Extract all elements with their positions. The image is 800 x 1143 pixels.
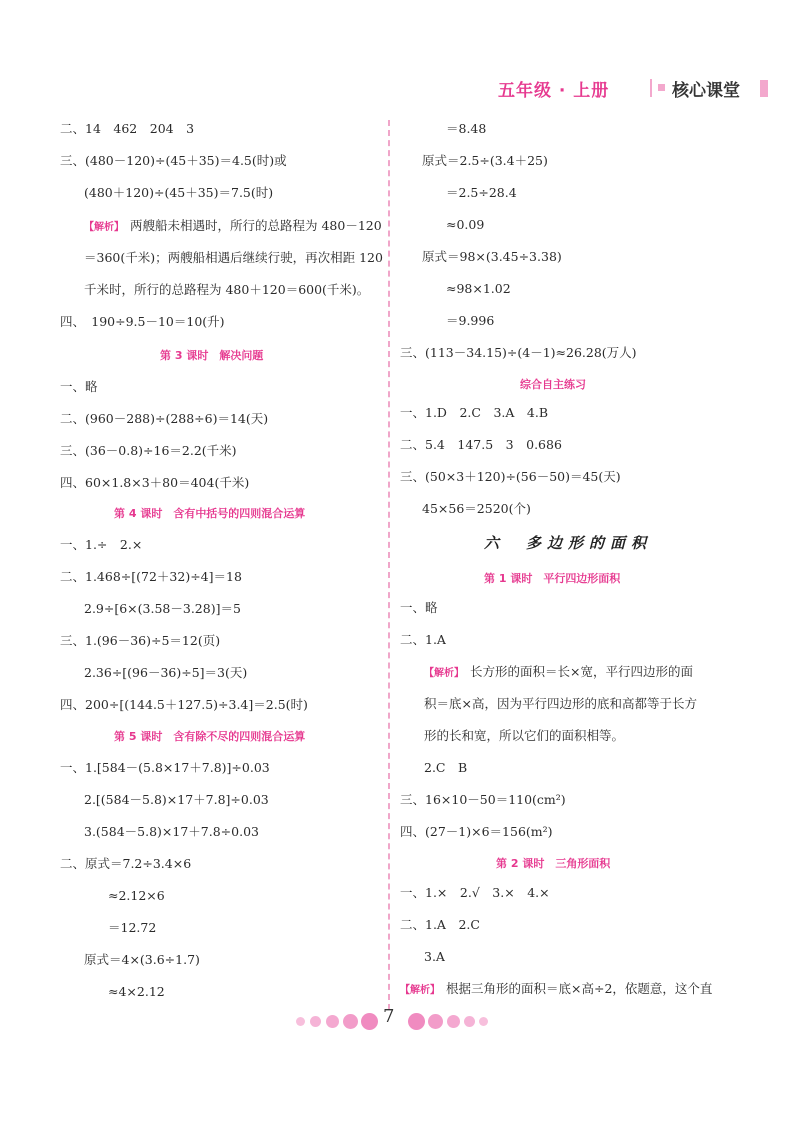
analysis-tag: 【解析】 bbox=[84, 222, 124, 233]
answer-line: 2.C B bbox=[424, 760, 468, 775]
answer-line: ≈98×1.02 bbox=[446, 281, 511, 296]
chapter-title: 六 多边形的面积 bbox=[484, 534, 653, 552]
answer-line: 原式＝2.5÷(3.4＋25) bbox=[422, 153, 548, 168]
page-footer bbox=[0, 1008, 800, 1038]
answer-line: ≈2.12×6 bbox=[108, 888, 165, 903]
answer-line: ≈0.09 bbox=[446, 217, 485, 232]
answer-line: 二、14 462 204 3 bbox=[60, 121, 195, 136]
analysis-tag: 【解析】 bbox=[400, 985, 440, 996]
answer-line: 三、(50×3＋120)÷(56－50)＝45(天) bbox=[400, 469, 621, 484]
answer-line: 二、1.A 2.C bbox=[400, 917, 480, 932]
decorative-dot bbox=[326, 1015, 339, 1028]
analysis-line bbox=[424, 663, 693, 683]
answer-line: 2.[(584－5.8)×17＋7.8]÷0.03 bbox=[84, 792, 269, 807]
answer-line: 四、60×1.8×3＋80＝404(千米) bbox=[60, 475, 250, 490]
header-dot bbox=[658, 84, 665, 91]
decorative-dot bbox=[296, 1017, 305, 1026]
answer-line: 一、1.÷ 2.× bbox=[60, 537, 143, 552]
answer-line: ＝2.5÷28.4 bbox=[446, 185, 517, 200]
answer-line: 3.A bbox=[424, 949, 445, 964]
answer-line: 四、200÷[(144.5＋127.5)÷3.4]＝2.5(时) bbox=[60, 697, 308, 712]
section-heading: 第 5 课时 含有除不尽的四则混合运算 bbox=[114, 730, 306, 743]
page-number: 7 bbox=[383, 1006, 395, 1027]
analysis-line bbox=[84, 217, 382, 237]
answer-line: 一、略 bbox=[400, 600, 438, 615]
decorative-dot bbox=[428, 1014, 443, 1029]
analysis-text: 根据三角形的面积＝底×高÷2，依题意，这个直 bbox=[446, 981, 713, 996]
decorative-dot bbox=[361, 1013, 378, 1030]
answer-line: 一、1.D 2.C 3.A 4.B bbox=[400, 405, 549, 420]
section-heading: 第 1 课时 平行四边形面积 bbox=[484, 572, 621, 585]
answer-line: 原式＝98×(3.45÷3.38) bbox=[422, 249, 562, 264]
answer-line: 二、1.A bbox=[400, 632, 446, 647]
decorative-dot bbox=[447, 1015, 460, 1028]
answer-line: 原式＝4×(3.6÷1.7) bbox=[84, 952, 200, 967]
answer-line: 三、(113－34.15)÷(4－1)≈26.28(万人) bbox=[400, 345, 637, 360]
grade-label: 五年级 · 上册 bbox=[498, 81, 610, 101]
answer-line: 四、(27－1)×6＝156(m²) bbox=[400, 824, 553, 839]
answer-line: 三、16×10－50＝110(cm²) bbox=[400, 792, 566, 807]
decorative-dot bbox=[479, 1017, 488, 1026]
column-divider bbox=[388, 120, 390, 1010]
answer-line: 三、(36－0.8)÷16＝2.2(千米) bbox=[60, 443, 237, 458]
decorative-dot bbox=[343, 1014, 358, 1029]
answer-line: 45×56＝2520(个) bbox=[422, 501, 531, 516]
analysis-text: 两艘船未相遇时，所行的总路程为 480－120 bbox=[130, 218, 382, 233]
answer-line: 2.9÷[6×(3.58－3.28)]＝5 bbox=[84, 601, 241, 616]
analysis-text: 长方形的面积＝长×宽，平行四边形的面 bbox=[470, 664, 693, 679]
answer-line: 三、1.(96－36)÷5＝12(页) bbox=[60, 633, 221, 648]
analysis-line: 积＝底×高，因为平行四边形的底和高都等于长方 bbox=[424, 696, 697, 711]
analysis-line: 千米时，所行的总路程为 480＋120＝600(千米)。 bbox=[84, 282, 370, 297]
answer-line: 三、(480－120)÷(45＋35)＝4.5(时)或 bbox=[60, 153, 287, 168]
analysis-line: 形的长和宽，所以它们的面积相等。 bbox=[424, 728, 625, 743]
decorative-dot bbox=[408, 1013, 425, 1030]
answer-line: ＝12.72 bbox=[108, 920, 157, 935]
section-heading: 第 3 课时 解决问题 bbox=[160, 349, 264, 362]
analysis-line: ＝360(千米)；两艘船相遇后继续行驶，再次相距 120 bbox=[84, 250, 383, 265]
section-heading: 第 2 课时 三角形面积 bbox=[496, 857, 611, 870]
answer-line: 二、5.4 147.5 3 0.686 bbox=[400, 437, 562, 452]
answer-line: 一、略 bbox=[60, 379, 98, 394]
answer-line: 3.(584－5.8)×17＋7.8÷0.03 bbox=[84, 824, 259, 839]
answer-line: 一、1.× 2.√ 3.× 4.× bbox=[400, 885, 550, 900]
decorative-dot bbox=[464, 1016, 475, 1027]
header-separator bbox=[650, 79, 652, 97]
section-heading: 综合自主练习 bbox=[520, 378, 586, 391]
answer-line: 2.36÷[(96－36)÷5]＝3(天) bbox=[84, 665, 248, 680]
answer-line: ≈4×2.12 bbox=[108, 984, 165, 999]
section-heading: 第 4 课时 含有中括号的四则混合运算 bbox=[114, 507, 306, 520]
answer-line: 二、(960－288)÷(288÷6)＝14(天) bbox=[60, 411, 269, 426]
brand-label: 核心课堂 bbox=[672, 81, 740, 101]
answer-line: 四、 190÷9.5－10＝10(升) bbox=[60, 314, 225, 329]
answer-line: 一、1.[584－(5.8×17＋7.8)]÷0.03 bbox=[60, 760, 270, 775]
answer-line: 二、1.468÷[(72＋32)÷4]＝18 bbox=[60, 569, 242, 584]
page-header bbox=[0, 0, 800, 110]
analysis-tag: 【解析】 bbox=[424, 668, 464, 679]
header-bar bbox=[760, 80, 768, 97]
answer-line: 二、原式＝7.2÷3.4×6 bbox=[60, 856, 192, 871]
answer-line: (480＋120)÷(45＋35)＝7.5(时) bbox=[84, 185, 274, 200]
decorative-dot bbox=[310, 1016, 321, 1027]
analysis-line bbox=[400, 980, 712, 1000]
answer-line: ＝9.996 bbox=[446, 313, 495, 328]
answer-line: ＝8.48 bbox=[446, 121, 487, 136]
